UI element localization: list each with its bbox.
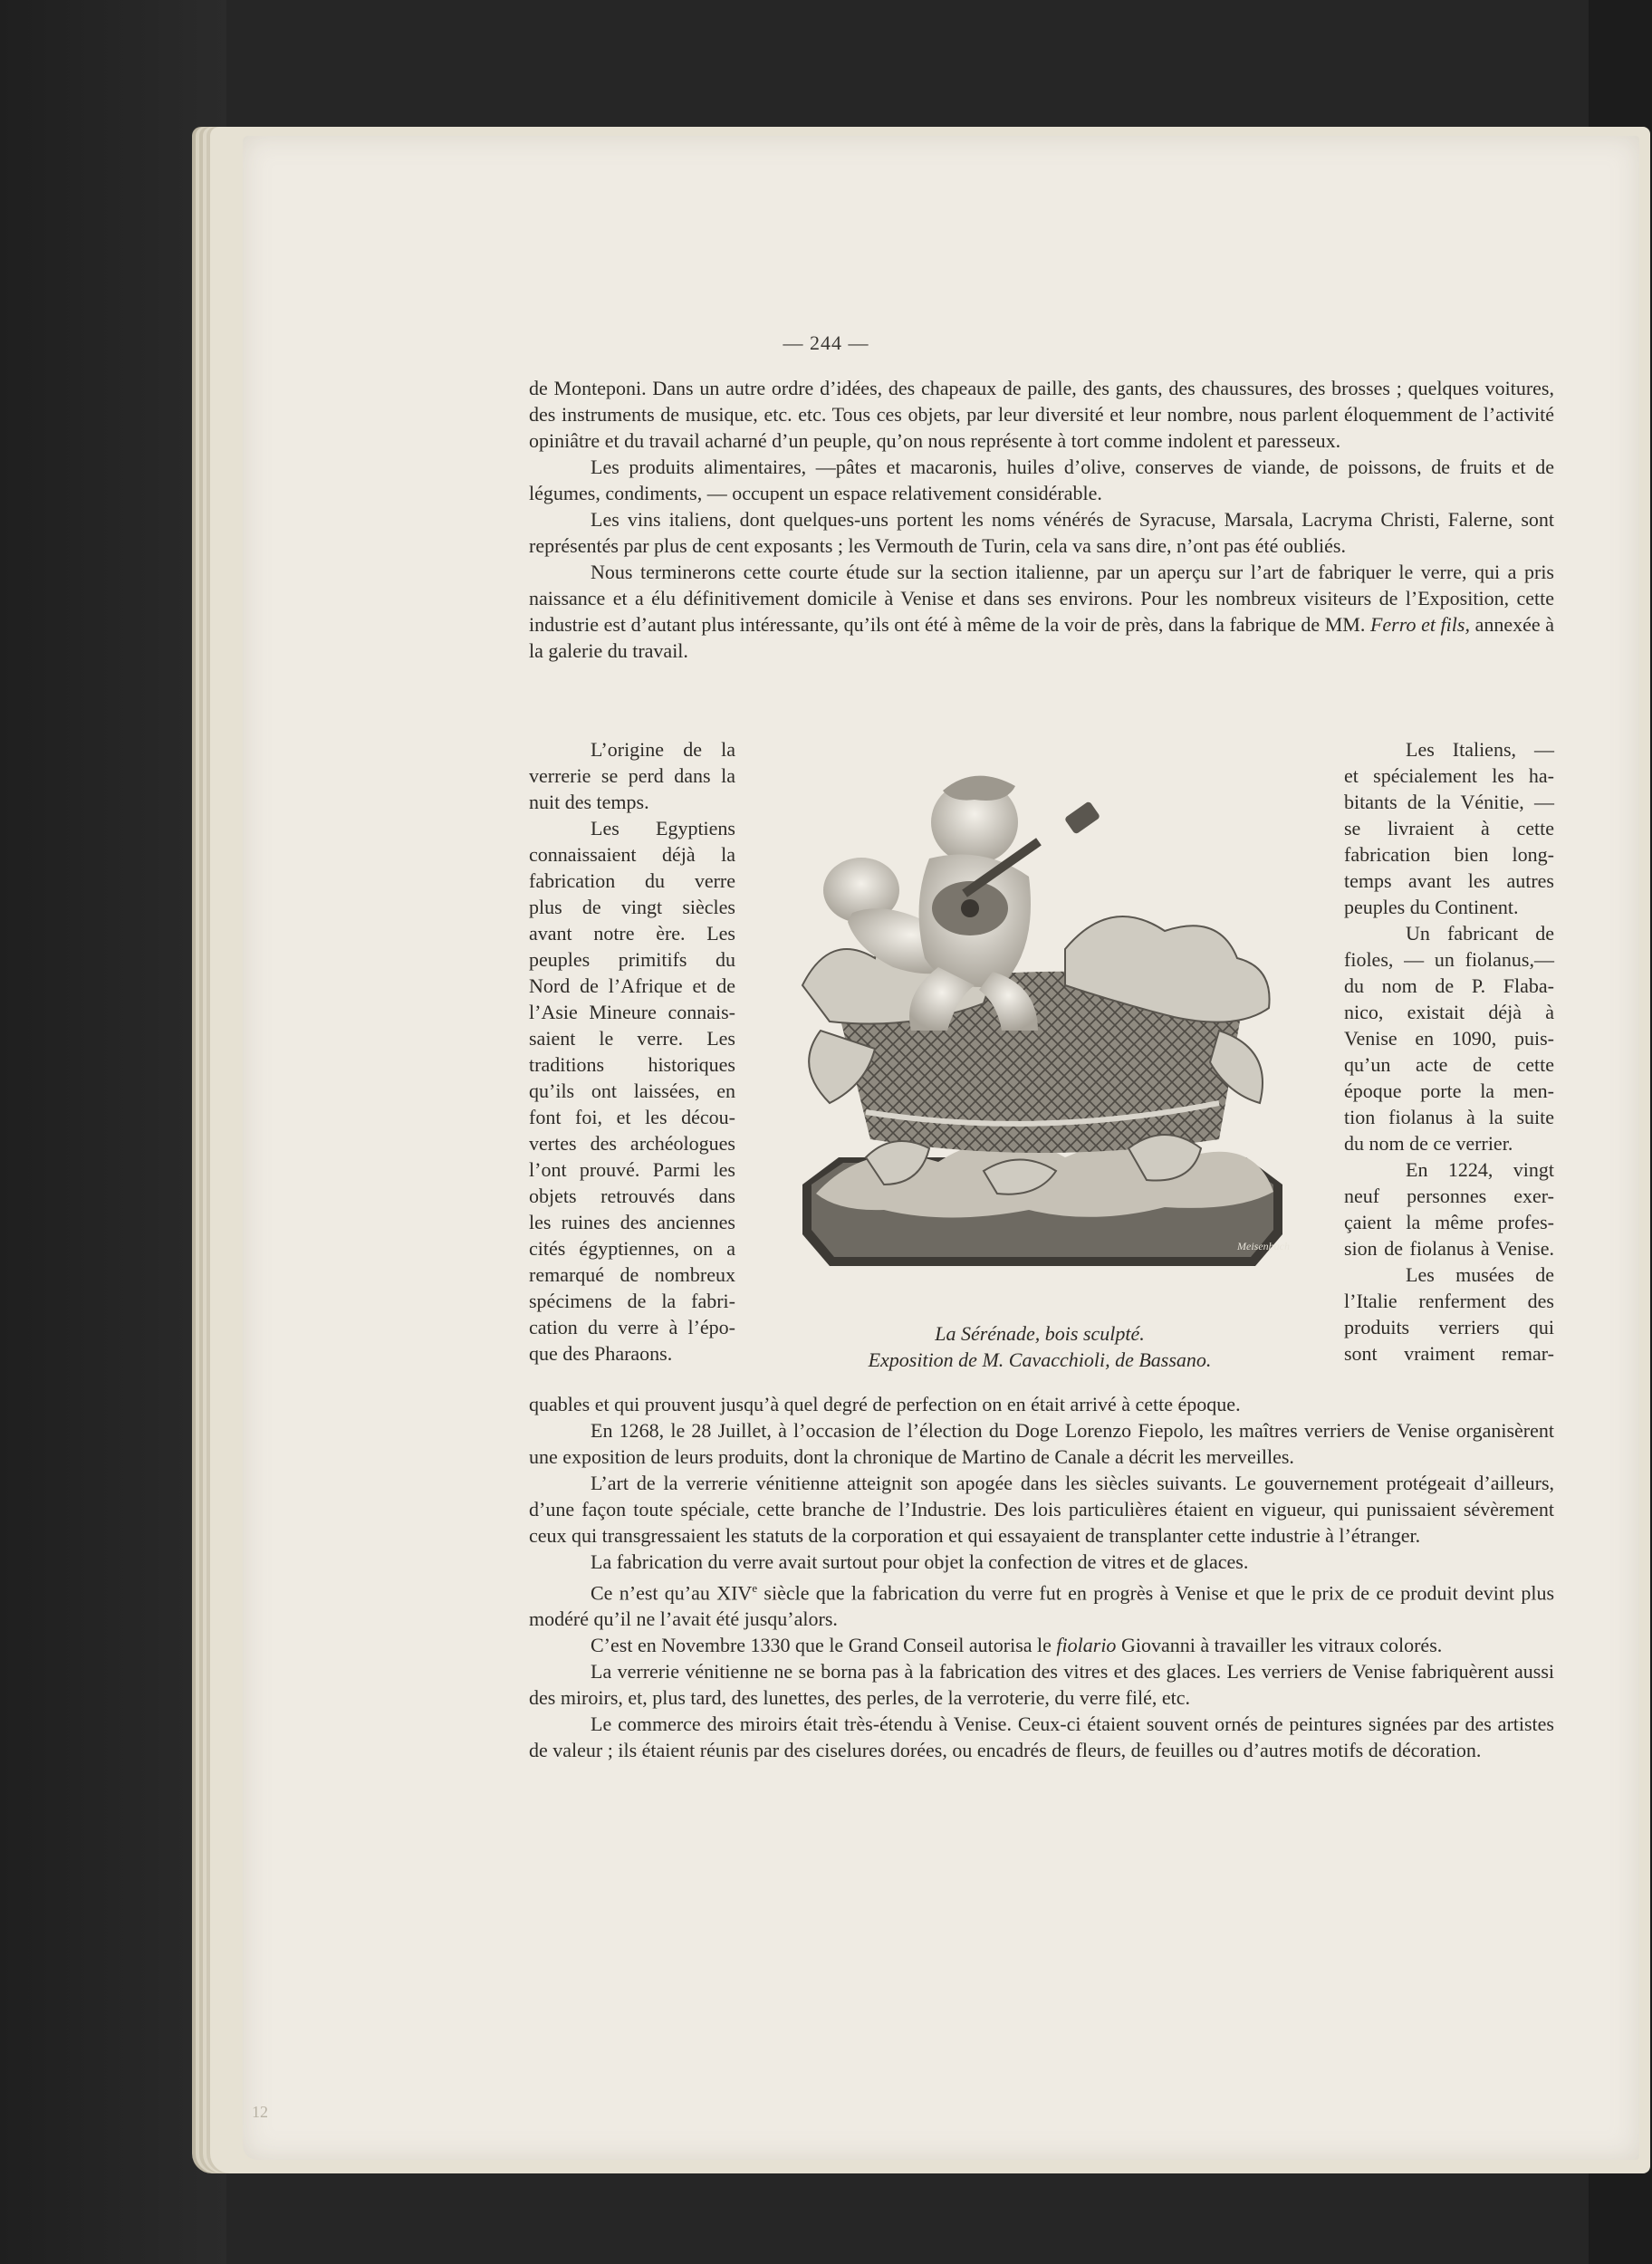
column-line: spécimens de la fabri-: [529, 1290, 735, 1312]
column-line: fioles, — un fiolanus,—: [1344, 948, 1554, 971]
column-line: Un fabricant de: [1406, 922, 1554, 945]
column-line: les ruines des anciennes: [529, 1211, 735, 1233]
column-line: et spécialement les ha-: [1344, 764, 1554, 787]
paragraph-text: Ce n’est qu’au XIV: [591, 1581, 753, 1605]
column-line: l’Asie Mineure connais-: [529, 1001, 735, 1023]
paragraph: de Monteponi. Dans un autre ordre d’idées, des chapeaux de paille, des gants, des chaussures, des brosses ; quelques voitures, des instruments de musique, etc. etc. Tous ces objets, par leur diversité et leur nombre, nous parlent éloquemment de l’activité opiniâtre et du travail acharné d’un peuple, qu’on nous représente à tort comme indolent et paresseux.: [529, 377, 1554, 452]
paragraph: quables et qui prouvent jusqu’à quel degré de perfection on en était arrivé à cette époque.: [529, 1393, 1241, 1415]
column-line: En 1224, vingt: [1406, 1158, 1554, 1181]
paragraph: La fabrication du verre avait surtout pour objet la confection de vitres et de glaces.: [591, 1550, 1249, 1573]
column-line: avant notre ère. Les: [529, 922, 735, 945]
column-line: cation du verre à l’épo-: [529, 1316, 735, 1338]
paragraph: Les vins italiens, dont quelques-uns portent les noms vénérés de Syracuse, Marsala, Lacryma Christi, Falerne, sont représentés par plus de cent exposants ; les Vermouth de Turin, cela va sans dire, n’ont pas été oubliés.: [529, 508, 1554, 557]
column-line: du nom de P. Flaba-: [1344, 974, 1554, 997]
page-number: — 244 —: [783, 331, 869, 354]
paragraph-text: C’est en Novembre 1330 que le Grand Conseil autorisa le: [591, 1634, 1052, 1657]
column-line: fabrication du verre: [529, 869, 735, 892]
italic-name: Ferro et fils,: [1369, 613, 1470, 636]
right-narrow-column: [1344, 736, 1554, 1367]
column-line: L’origine de la: [591, 738, 735, 761]
caption-line: Exposition de M. Cavacchioli, de Bassano.: [868, 1348, 1212, 1371]
column-line: sont vraiment remar-: [1344, 1342, 1554, 1365]
paragraph-tail: annexée à la galerie du travail.: [529, 613, 1554, 662]
engraver-signature: Meisenbach: [1237, 1240, 1290, 1252]
column-line: connaissaient déjà la: [529, 843, 735, 866]
column-line: nuit des temps.: [529, 791, 649, 813]
column-line: cités égyptiennes, on a: [529, 1237, 735, 1260]
column-line: que des Pharaons.: [529, 1342, 673, 1365]
column-line: vertes des archéologues: [529, 1132, 735, 1155]
column-line: nico, existait déjà à: [1344, 1001, 1554, 1023]
column-line: produits verriers qui: [1344, 1316, 1554, 1338]
column-line: qu’un acte de cette: [1344, 1053, 1554, 1076]
paragraph-text: Giovanni à travailler les vitraux colorés.: [1120, 1634, 1443, 1657]
column-line: peuples du Continent.: [1344, 896, 1519, 918]
column-line: sion de fiolanus à Venise.: [1344, 1237, 1554, 1260]
paragraph: L’art de la verrerie vénitienne atteignit son apogée dans les siècles suivants. Le gouvernement protégeait d’ailleurs, d’une façon toute spéciale, cette branche de l’Industrie. Des lois particulières étaient en vigueur, qui punissaient sévèrement ceux qui transgressaient les statuts de la corporation et qui essayaient de transplanter cette industrie à l’étranger.: [529, 1472, 1554, 1547]
column-line: remarqué de nombreux: [529, 1263, 735, 1286]
italic-term: fiolario: [1056, 1634, 1117, 1657]
paragraph: [529, 1632, 1554, 1658]
paragraph: Le commerce des miroirs était très-étendu à Venise. Ceux-ci étaient souvent ornés de peintures signées par des artistes de valeur ; ils étaient réunis par des ciselures dorées, ou encadrés de fleurs, de feuilles ou d’autres motifs de décoration.: [529, 1712, 1554, 1762]
figure-caption: [766, 1320, 1313, 1373]
column-line: Les Egyptiens: [591, 817, 735, 839]
paragraph: [529, 1575, 1554, 1632]
column-line: temps avant les autres: [1344, 869, 1554, 892]
column-line: saient le verre. Les: [529, 1027, 735, 1050]
left-narrow-column: [529, 736, 735, 1367]
paragraph-text: Nous terminerons cette courte étude sur la section italienne, par un aperçu sur l’art de fabriquer le verre, qui a pris naissance et a élu définitivement domicile à Venise et dans ses environs. Pour les nombreux visiteurs de l’Exposition, cette industrie est d’autant plus intéressante, qu’ils ont été à même de la voir de près, dans la fabrique de MM.: [529, 561, 1554, 636]
paragraph: Les produits alimentaires, —pâtes et macaronis, huiles d’olive, conserves de viande, de poissons, de fruits et de légumes, condiments, — occupent un espace relativement considérable.: [529, 456, 1554, 504]
column-line: verrerie se perd dans la: [529, 764, 735, 787]
column-line: l’ont prouvé. Parmi les: [529, 1158, 735, 1181]
sculpture-illustration: [766, 759, 1313, 1299]
paragraph-text: siècle que la fabrication du verre fut en progrès à Venise et que le prix de ce produit devint plus modéré qu’il ne l’avait été jusqu’alors.: [529, 1581, 1555, 1631]
column-line: qu’ils ont laissées, en: [529, 1079, 735, 1102]
column-line: peuples primitifs du: [529, 948, 735, 971]
sculpture-engraving: [766, 759, 1313, 1299]
paragraph: La verrerie vénitienne ne se borna pas à la fabrication des vitres et des glaces. Les verriers de Venise fabriquèrent aussi des miroirs, et, plus tard, des lunettes, des perles, de la verroterie, du verre filé, etc.: [529, 1660, 1554, 1710]
column-line: neuf personnes exer-: [1344, 1185, 1554, 1207]
column-line: traditions historiques: [529, 1053, 735, 1076]
column-line: çaient la même profes-: [1344, 1211, 1554, 1233]
column-line: bitants de la Vénitie, —: [1344, 791, 1554, 813]
column-line: Les musées de: [1406, 1263, 1554, 1286]
caption-line: La Sérénade, bois sculpté.: [935, 1322, 1145, 1345]
corner-mark: 12: [252, 2103, 268, 2121]
bottom-text-block: [529, 1391, 1554, 1763]
column-line: l’Italie renferment des: [1344, 1290, 1554, 1312]
column-line: plus de vingt siècles: [529, 896, 735, 918]
column-line: font foi, et les décou-: [529, 1106, 735, 1128]
column-line: Venise en 1090, puis-: [1344, 1027, 1554, 1050]
column-line: se livraient à cette: [1344, 817, 1554, 839]
column-line: objets retrouvés dans: [529, 1185, 735, 1207]
column-line: fabrication bien long-: [1344, 843, 1554, 866]
column-line: époque porte la men-: [1344, 1079, 1554, 1102]
column-line: Nord de l’Afrique et de: [529, 974, 735, 997]
paragraph: En 1268, le 28 Juillet, à l’occasion de l’élection du Doge Lorenzo Fiepolo, les maîtres verriers de Venise organisèrent une exposition de leurs produits, dont la chronique de Martino de Canale a décrit les merveilles.: [529, 1419, 1554, 1468]
column-line: Les Italiens, —: [1406, 738, 1554, 761]
column-line: tion fiolanus à la suite: [1344, 1106, 1554, 1128]
top-text-block: [529, 375, 1554, 664]
column-line: du nom de ce verrier.: [1344, 1132, 1513, 1155]
superscript: e: [752, 1581, 758, 1595]
paragraph: [529, 559, 1554, 664]
